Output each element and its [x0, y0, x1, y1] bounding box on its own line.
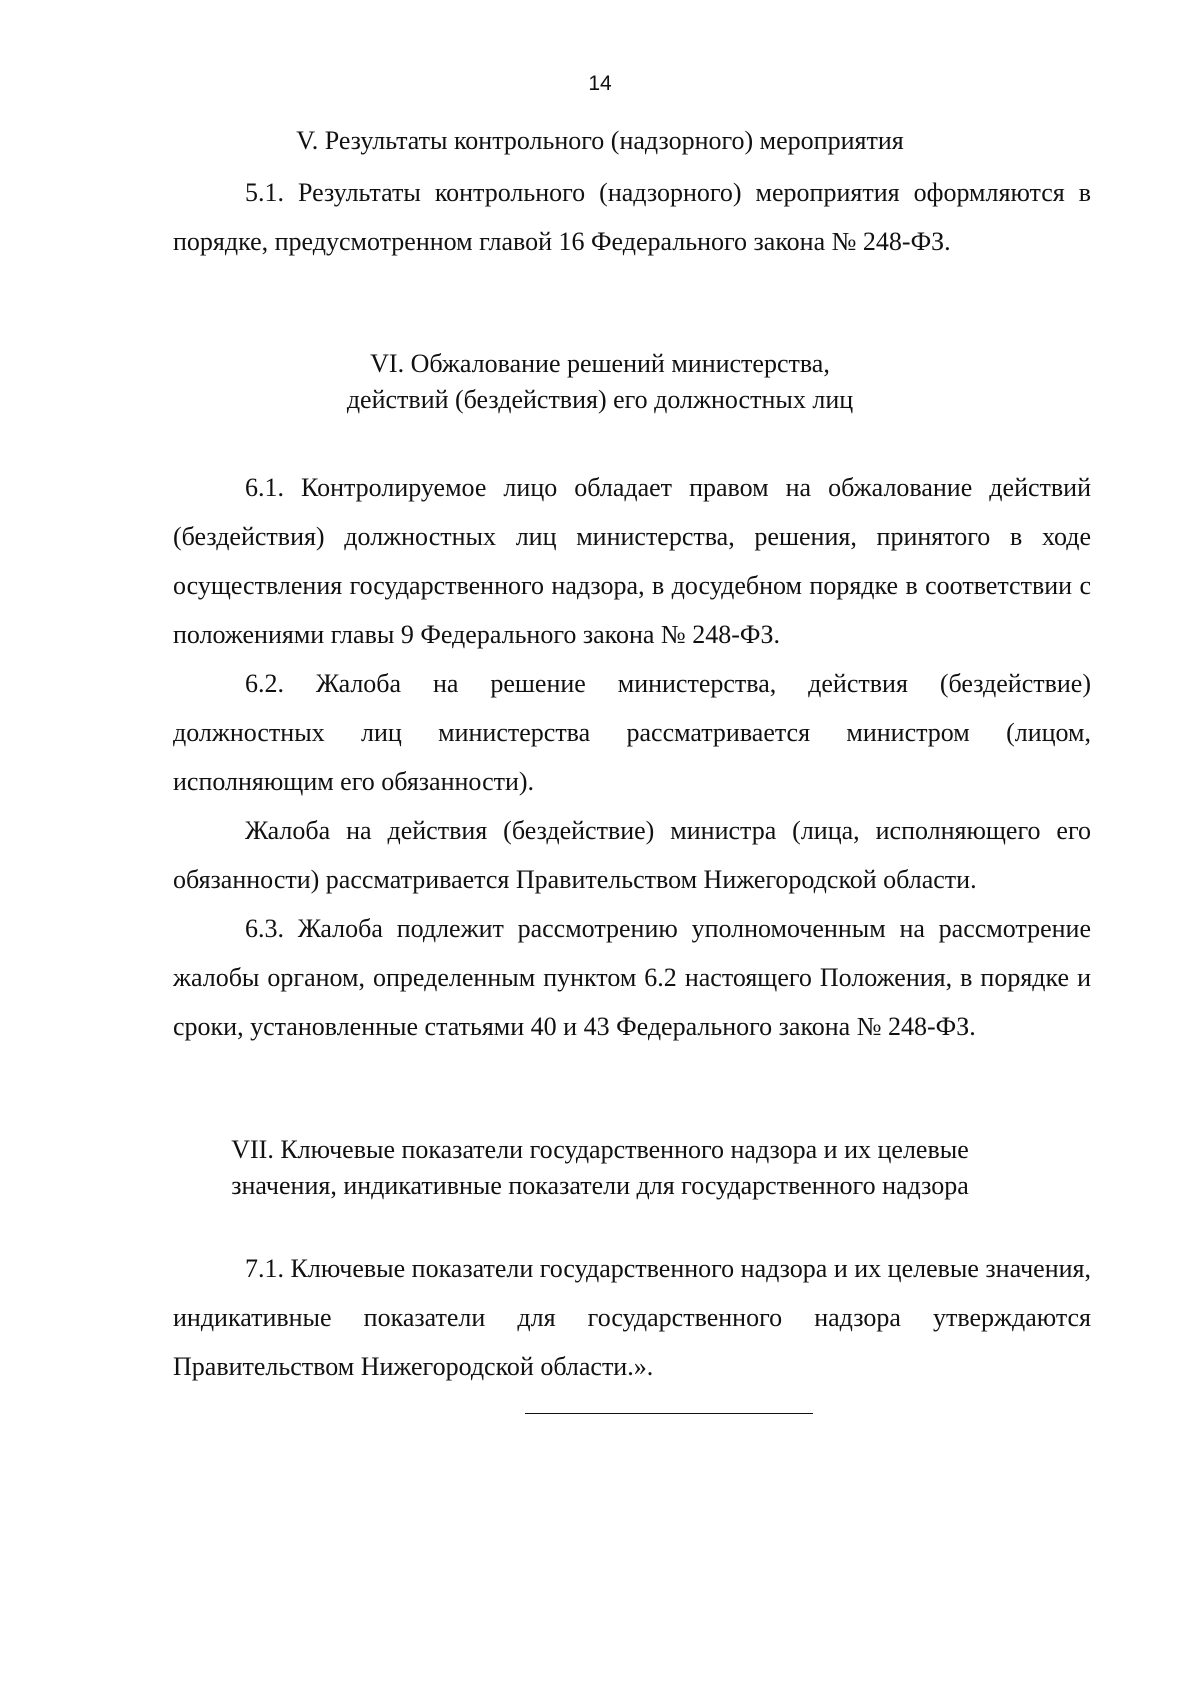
end-of-document-rule: [525, 1413, 813, 1414]
section-6-heading-line-2: действий (бездействия) его должностных лиц: [346, 385, 854, 414]
section-6-heading: [160, 346, 1040, 418]
section-6-heading-line-1: VI. Обжалование решений министерства,: [370, 349, 830, 378]
paragraph-6-3: 6.3. Жалоба подлежит рассмотрению уполномоченным на рассмотрение жалобы органом, определенным пунктом 6.2 настоящего Положения, в порядке и сроки, установленные статьями 40 и 43 Федерального закона № 248-ФЗ.: [173, 914, 1091, 1041]
section-5-heading-text: V. Результаты контрольного (надзорного) мероприятия: [296, 126, 904, 155]
section-5-heading: [160, 123, 1040, 159]
paragraph-7-1: 7.1. Ключевые показатели государственного надзора и их целевые значения, индикативные показатели для государственного надзора утверждаются Правительством Нижегородской области.».: [173, 1254, 1092, 1381]
section-7-heading-line-2: значения, индикативные показатели для государственного надзора: [231, 1171, 969, 1200]
paragraph-6-2: 6.2. Жалоба на решение министерства, действия (бездействие) должностных лиц министерства рассматривается министром (лицом, исполняющим его обязанности).: [173, 669, 1091, 796]
section-7-heading-line-1: VII. Ключевые показатели государственного надзора и их целевые: [231, 1135, 969, 1164]
page-number: 14: [588, 72, 612, 95]
paragraph-6-2-complaint-minister: Жалоба на действия (бездействие) министра (лица, исполняющего его обязанности) рассматривается Правительством Нижегородской области.: [173, 816, 1091, 894]
paragraph-5-1: 5.1. Результаты контрольного (надзорного) мероприятия оформляются в порядке, предусмотренном главой 16 Федерального закона № 248-ФЗ.: [173, 178, 1091, 256]
section-7-heading: [160, 1132, 1040, 1204]
paragraph-6-1: 6.1. Контролируемое лицо обладает правом на обжалование действий (бездействия) должностных лиц министерства, решения, принятого в ходе осуществления государственного надзора, в досудебном порядке в соответствии с положениями главы 9 Федерального закона № 248-ФЗ.: [173, 473, 1091, 649]
